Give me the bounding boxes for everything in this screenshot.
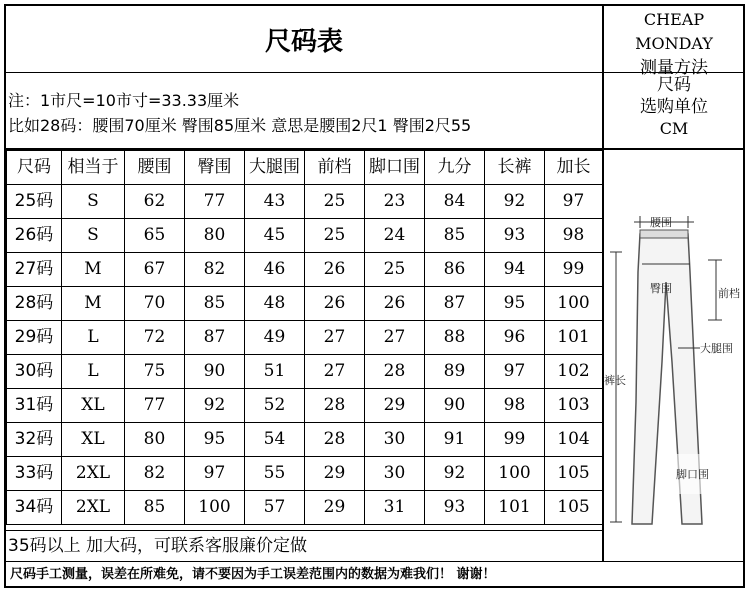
measurement-cell: 46: [245, 253, 305, 287]
unit-value: CM: [659, 119, 689, 138]
measurement-cell: 75: [125, 355, 185, 389]
measurement-cell: 24: [365, 219, 425, 253]
measurement-cell: 49: [245, 321, 305, 355]
header-cell: 臀围: [185, 151, 245, 185]
measurement-cell: 89: [425, 355, 485, 389]
measurement-cell: 95: [485, 287, 545, 321]
unit-sub: 选购单位: [640, 97, 708, 117]
measurement-cell: 29: [305, 457, 365, 491]
measurement-cell: 100: [545, 287, 603, 321]
unit-label: 尺码: [657, 75, 691, 95]
equivalent-size-cell: XL: [62, 423, 125, 457]
equivalent-size-cell: 2XL: [62, 457, 125, 491]
size-cell: 31码: [7, 389, 62, 423]
measurement-cell: 25: [305, 185, 365, 219]
measurement-cell: 65: [125, 219, 185, 253]
measurement-cell: 80: [125, 423, 185, 457]
header-cell: 脚口围: [365, 151, 425, 185]
measurement-cell: 43: [245, 185, 305, 219]
measurement-cell: 98: [485, 389, 545, 423]
diagram-label-length: 裤长: [604, 374, 626, 387]
measurement-cell: 48: [245, 287, 305, 321]
measurement-cell: 26: [305, 287, 365, 321]
measurement-cell: 30: [365, 423, 425, 457]
measurement-cell: 31: [365, 491, 425, 525]
waistband: [640, 230, 688, 238]
measurement-cell: 82: [185, 253, 245, 287]
measurement-cell: 93: [485, 219, 545, 253]
equivalent-size-cell: S: [62, 185, 125, 219]
header-cell: 大腿围: [245, 151, 305, 185]
header-cell: 腰围: [125, 151, 185, 185]
diagram-label-hip: 臀围: [650, 282, 672, 295]
measurement-cell: 100: [485, 457, 545, 491]
page-title: 尺码表: [264, 26, 343, 57]
measurement-cell: 77: [185, 185, 245, 219]
table-row: [7, 423, 603, 457]
measurement-cell: 103: [545, 389, 603, 423]
measurement-cell: 52: [245, 389, 305, 423]
size-cell: 29码: [7, 321, 62, 355]
measurement-cell: 90: [425, 389, 485, 423]
measurement-cell: 57: [245, 491, 305, 525]
measurement-cell: 99: [485, 423, 545, 457]
measurement-cell: 70: [125, 287, 185, 321]
brand-name: CHEAP MONDAY: [635, 10, 713, 53]
measurement-cell: 87: [425, 287, 485, 321]
diagram-label-thigh: 大腿围: [700, 342, 733, 355]
measurement-cell: 86: [425, 253, 485, 287]
measurement-cell: 105: [545, 457, 603, 491]
measurement-cell: 90: [185, 355, 245, 389]
unit-box: [604, 74, 744, 140]
measurement-cell: 85: [425, 219, 485, 253]
measurement-cell: 101: [545, 321, 603, 355]
measurement-cell: 45: [245, 219, 305, 253]
measurement-cell: 80: [185, 219, 245, 253]
measurement-cell: 92: [425, 457, 485, 491]
measurement-cell: 27: [365, 321, 425, 355]
plus-size-note: 35码以上 加大码，可联系客服廉价定做: [8, 536, 308, 556]
table-row: [7, 287, 603, 321]
note-line-1: 注：1市尺=10市寸=33.33厘米: [8, 91, 240, 110]
size-table-body: [7, 185, 603, 525]
measurement-cell: 101: [485, 491, 545, 525]
measurement-cell: 96: [485, 321, 545, 355]
header-cell: 长裤: [485, 151, 545, 185]
measurement-cell: 105: [545, 491, 603, 525]
measurement-cell: 87: [185, 321, 245, 355]
size-cell: 28码: [7, 287, 62, 321]
diagram-label-front-rise: 前档: [718, 287, 740, 300]
header-cell: 加长: [545, 151, 603, 185]
measurement-cell: 91: [425, 423, 485, 457]
measurement-cell: 84: [425, 185, 485, 219]
measurement-cell: 95: [185, 423, 245, 457]
table-row: [7, 219, 603, 253]
table-row: [7, 321, 603, 355]
measurement-cell: 23: [365, 185, 425, 219]
measurement-cell: 25: [305, 219, 365, 253]
table-header-row: [7, 151, 603, 185]
measurement-cell: 62: [125, 185, 185, 219]
measurement-cell: 26: [365, 287, 425, 321]
measurement-cell: 67: [125, 253, 185, 287]
note-line-2: 比如28码：腰围70厘米 臀围85厘米 意思是腰围2尺1 臀围2尺55: [8, 116, 472, 135]
equivalent-size-cell: M: [62, 287, 125, 321]
measurement-cell: 28: [305, 389, 365, 423]
header-cell: 尺码: [7, 151, 62, 185]
equivalent-size-cell: XL: [62, 389, 125, 423]
table-row: [7, 389, 603, 423]
measurement-cell: 97: [185, 457, 245, 491]
size-cell: 25码: [7, 185, 62, 219]
measurement-cell: 85: [125, 491, 185, 525]
size-cell: 30码: [7, 355, 62, 389]
table-row: [7, 457, 603, 491]
measurement-cell: 54: [245, 423, 305, 457]
size-table: [6, 150, 603, 525]
measurement-cell: 28: [365, 355, 425, 389]
diagram-label-waist: 腰围: [650, 216, 672, 229]
measurement-cell: 94: [485, 253, 545, 287]
equivalent-size-cell: L: [62, 321, 125, 355]
measurement-cell: 27: [305, 321, 365, 355]
size-cell: 26码: [7, 219, 62, 253]
measurement-cell: 26: [305, 253, 365, 287]
measurement-cell: 88: [425, 321, 485, 355]
measurement-cell: 92: [185, 389, 245, 423]
measurement-cell: 29: [305, 491, 365, 525]
measurement-cell: 92: [485, 185, 545, 219]
measurement-cell: 97: [545, 185, 603, 219]
equivalent-size-cell: L: [62, 355, 125, 389]
size-cell: 27码: [7, 253, 62, 287]
measurement-cell: 55: [245, 457, 305, 491]
equivalent-size-cell: S: [62, 219, 125, 253]
measurement-cell: 25: [365, 253, 425, 287]
measurement-cell: 100: [185, 491, 245, 525]
table-row: [7, 253, 603, 287]
table-row: [7, 355, 603, 389]
measurement-cell: 102: [545, 355, 603, 389]
measurement-cell: 97: [485, 355, 545, 389]
header-cell: 相当于: [62, 151, 125, 185]
size-cell: 33码: [7, 457, 62, 491]
header-cell: 前档: [305, 151, 365, 185]
measurement-cell: 93: [425, 491, 485, 525]
diagram-label-leg-opening: 脚口围: [676, 468, 709, 481]
measurement-cell: 82: [125, 457, 185, 491]
table-row: [7, 185, 603, 219]
measure-method: 测量方法: [640, 58, 708, 78]
equivalent-size-cell: 2XL: [62, 491, 125, 525]
measurement-cell: 77: [125, 389, 185, 423]
measurement-cell: 27: [305, 355, 365, 389]
table-row: [7, 491, 603, 525]
measurement-cell: 51: [245, 355, 305, 389]
disclaimer: 尺码手工测量，误差在所难免，请不要因为手工误差范围内的数据为难我们！ 谢谢！: [10, 567, 496, 582]
measurement-cell: 98: [545, 219, 603, 253]
brand-box: [604, 8, 744, 80]
measurement-cell: 72: [125, 321, 185, 355]
measurement-cell: 30: [365, 457, 425, 491]
measurement-cell: 29: [365, 389, 425, 423]
measurement-cell: 99: [545, 253, 603, 287]
pants-diagram: [604, 152, 744, 530]
equivalent-size-cell: M: [62, 253, 125, 287]
measurement-cell: 28: [305, 423, 365, 457]
header-cell: 九分: [425, 151, 485, 185]
measurement-cell: 104: [545, 423, 603, 457]
size-cell: 34码: [7, 491, 62, 525]
size-cell: 32码: [7, 423, 62, 457]
measurement-cell: 85: [185, 287, 245, 321]
